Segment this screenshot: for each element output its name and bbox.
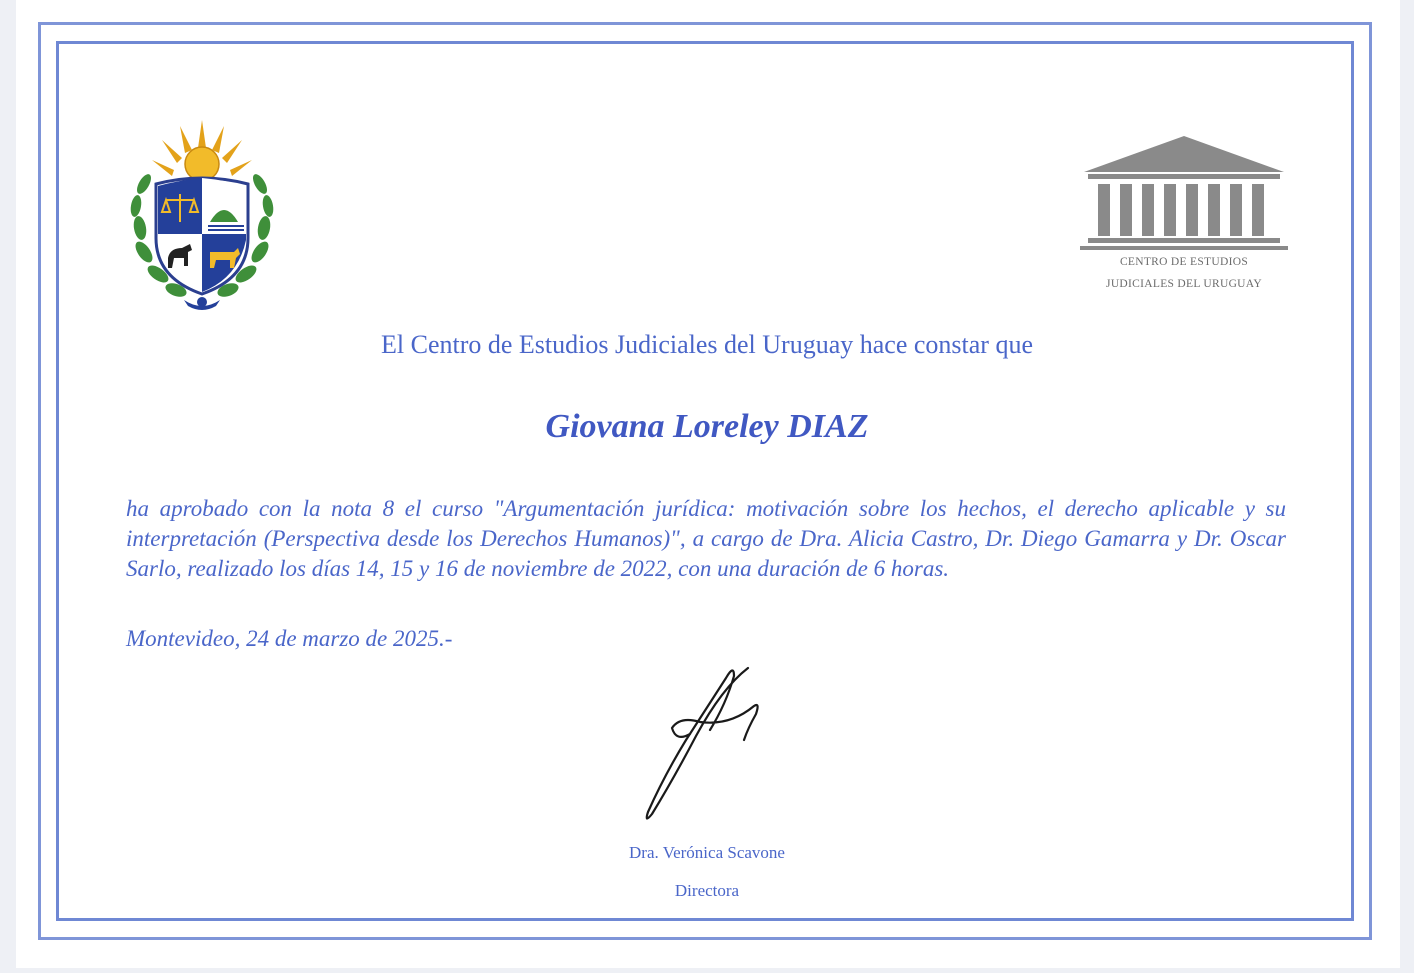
uruguay-coat-of-arms-icon bbox=[126, 118, 278, 314]
certificate-body: ha aprobado con la nota 8 el curso "Argumentación jurídica: motivación sobre los hechos, el derecho aplicable y su interpretación (Perspectiva desde los Derechos Humanos)", a cargo de Dra. Alicia Castro, Dr. Diego Gamarra y Dr. Oscar Sarlo, realizado los días 14, 15 y 16 de noviembre de 2022, con una duración de 6 horas. bbox=[126, 496, 1286, 581]
signatory-name: Dra. Verónica Scavone bbox=[629, 843, 785, 862]
recipient-name: Giovana Loreley DIAZ bbox=[545, 408, 869, 445]
institution-logo-line2: JUDICIALES DEL URUGUAY bbox=[1106, 278, 1262, 290]
certificate-intro: El Centro de Estudios Judiciales del Uruguay hace constar que bbox=[381, 330, 1033, 359]
signatory-role: Directora bbox=[674, 881, 740, 900]
courthouse-columns-icon bbox=[1076, 130, 1292, 256]
place-and-date: Montevideo, 24 de marzo de 2025.- bbox=[126, 626, 453, 651]
sun-face bbox=[185, 147, 219, 181]
handwritten-signature bbox=[630, 656, 790, 826]
institution-logo-line1: CENTRO DE ESTUDIOS bbox=[1119, 256, 1249, 268]
